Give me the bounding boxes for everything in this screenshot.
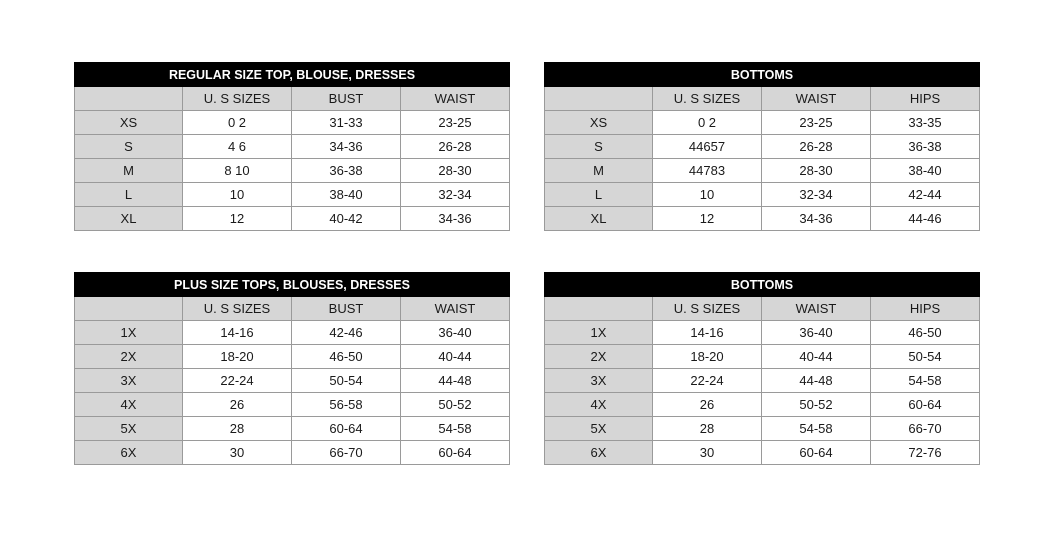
size-label-cell: 5X <box>75 417 183 441</box>
table-row <box>545 111 980 135</box>
table-title: REGULAR SIZE TOP, BLOUSE, DRESSES <box>75 63 510 87</box>
table-row <box>545 417 980 441</box>
waist-cell: 40-44 <box>762 345 871 369</box>
table-row <box>545 183 980 207</box>
waist-cell: 32-34 <box>401 183 510 207</box>
table-row <box>75 393 510 417</box>
us-size-cell: 10 <box>653 183 762 207</box>
waist-cell: 54-58 <box>762 417 871 441</box>
us-size-cell: 22-24 <box>653 369 762 393</box>
table-title: PLUS SIZE TOPS, BLOUSES, DRESSES <box>75 273 510 297</box>
size-label-cell: M <box>545 159 653 183</box>
header-row <box>545 297 980 321</box>
us-size-cell: 22-24 <box>183 369 292 393</box>
table-row <box>75 111 510 135</box>
table-row <box>75 417 510 441</box>
size-label-cell: 5X <box>545 417 653 441</box>
us-size-cell: 30 <box>653 441 762 465</box>
hips-cell: 33-35 <box>871 111 980 135</box>
regular-bottoms-size-table <box>544 62 980 231</box>
bust-cell: 60-64 <box>292 417 401 441</box>
us-size-cell: 28 <box>183 417 292 441</box>
header-cell: WAIST <box>762 297 871 321</box>
table-row <box>75 207 510 231</box>
plus-tops-size-table <box>74 272 510 465</box>
header-cell: BUST <box>292 87 401 111</box>
size-label-cell: 4X <box>75 393 183 417</box>
bust-cell: 42-46 <box>292 321 401 345</box>
bust-cell: 40-42 <box>292 207 401 231</box>
us-size-cell: 14-16 <box>653 321 762 345</box>
us-size-cell: 0 2 <box>653 111 762 135</box>
header-row <box>545 87 980 111</box>
table-row <box>545 135 980 159</box>
size-label-cell: XS <box>545 111 653 135</box>
header-cell <box>545 87 653 111</box>
waist-cell: 36-40 <box>401 321 510 345</box>
table-row <box>75 441 510 465</box>
table-row <box>75 321 510 345</box>
bust-cell: 66-70 <box>292 441 401 465</box>
header-cell: U. S SIZES <box>653 87 762 111</box>
size-label-cell: 3X <box>75 369 183 393</box>
size-label-cell: 1X <box>545 321 653 345</box>
header-cell: HIPS <box>871 87 980 111</box>
waist-cell: 34-36 <box>762 207 871 231</box>
header-cell: WAIST <box>762 87 871 111</box>
size-label-cell: XS <box>75 111 183 135</box>
waist-cell: 28-30 <box>401 159 510 183</box>
us-size-cell: 8 10 <box>183 159 292 183</box>
table-row <box>75 369 510 393</box>
table-row <box>545 207 980 231</box>
bust-cell: 56-58 <box>292 393 401 417</box>
hips-cell: 72-76 <box>871 441 980 465</box>
us-size-cell: 10 <box>183 183 292 207</box>
hips-cell: 38-40 <box>871 159 980 183</box>
waist-cell: 54-58 <box>401 417 510 441</box>
size-label-cell: 3X <box>545 369 653 393</box>
hips-cell: 44-46 <box>871 207 980 231</box>
table-row <box>75 345 510 369</box>
waist-cell: 44-48 <box>401 369 510 393</box>
size-label-cell: L <box>75 183 183 207</box>
table-row <box>545 393 980 417</box>
us-size-cell: 28 <box>653 417 762 441</box>
waist-cell: 44-48 <box>762 369 871 393</box>
us-size-cell: 14-16 <box>183 321 292 345</box>
header-row <box>75 297 510 321</box>
table-row <box>75 159 510 183</box>
table-title: BOTTOMS <box>545 273 980 297</box>
bust-cell: 50-54 <box>292 369 401 393</box>
header-cell <box>75 297 183 321</box>
header-cell: U. S SIZES <box>653 297 762 321</box>
bust-cell: 46-50 <box>292 345 401 369</box>
waist-cell: 28-30 <box>762 159 871 183</box>
waist-cell: 26-28 <box>401 135 510 159</box>
table-row <box>545 369 980 393</box>
waist-cell: 34-36 <box>401 207 510 231</box>
waist-cell: 60-64 <box>762 441 871 465</box>
us-size-cell: 12 <box>653 207 762 231</box>
size-label-cell: S <box>75 135 183 159</box>
header-cell: WAIST <box>401 87 510 111</box>
size-label-cell: 4X <box>545 393 653 417</box>
us-size-cell: 44783 <box>653 159 762 183</box>
hips-cell: 60-64 <box>871 393 980 417</box>
hips-cell: 42-44 <box>871 183 980 207</box>
hips-cell: 50-54 <box>871 345 980 369</box>
waist-cell: 50-52 <box>762 393 871 417</box>
waist-cell: 26-28 <box>762 135 871 159</box>
waist-cell: 32-34 <box>762 183 871 207</box>
header-cell <box>545 297 653 321</box>
plus-bottoms-size-table <box>544 272 980 465</box>
waist-cell: 23-25 <box>762 111 871 135</box>
us-size-cell: 0 2 <box>183 111 292 135</box>
table-row <box>75 135 510 159</box>
hips-cell: 36-38 <box>871 135 980 159</box>
size-label-cell: 2X <box>75 345 183 369</box>
bust-cell: 31-33 <box>292 111 401 135</box>
size-label-cell: 6X <box>75 441 183 465</box>
us-size-cell: 26 <box>653 393 762 417</box>
table-row <box>545 321 980 345</box>
waist-cell: 50-52 <box>401 393 510 417</box>
header-cell: U. S SIZES <box>183 87 292 111</box>
hips-cell: 66-70 <box>871 417 980 441</box>
bust-cell: 38-40 <box>292 183 401 207</box>
waist-cell: 23-25 <box>401 111 510 135</box>
size-label-cell: XL <box>545 207 653 231</box>
bust-cell: 36-38 <box>292 159 401 183</box>
header-cell: WAIST <box>401 297 510 321</box>
size-label-cell: S <box>545 135 653 159</box>
us-size-cell: 26 <box>183 393 292 417</box>
waist-cell: 36-40 <box>762 321 871 345</box>
header-cell: BUST <box>292 297 401 321</box>
size-label-cell: M <box>75 159 183 183</box>
us-size-cell: 4 6 <box>183 135 292 159</box>
header-row <box>75 87 510 111</box>
header-cell <box>75 87 183 111</box>
size-label-cell: XL <box>75 207 183 231</box>
us-size-cell: 12 <box>183 207 292 231</box>
table-title: BOTTOMS <box>545 63 980 87</box>
size-label-cell: 6X <box>545 441 653 465</box>
table-row <box>545 345 980 369</box>
size-label-cell: 1X <box>75 321 183 345</box>
waist-cell: 40-44 <box>401 345 510 369</box>
table-row <box>545 159 980 183</box>
us-size-cell: 30 <box>183 441 292 465</box>
us-size-cell: 18-20 <box>653 345 762 369</box>
table-row <box>75 183 510 207</box>
size-label-cell: L <box>545 183 653 207</box>
bust-cell: 34-36 <box>292 135 401 159</box>
us-size-cell: 44657 <box>653 135 762 159</box>
table-row <box>545 441 980 465</box>
regular-tops-size-table <box>74 62 510 231</box>
hips-cell: 46-50 <box>871 321 980 345</box>
us-size-cell: 18-20 <box>183 345 292 369</box>
size-label-cell: 2X <box>545 345 653 369</box>
hips-cell: 54-58 <box>871 369 980 393</box>
waist-cell: 60-64 <box>401 441 510 465</box>
header-cell: U. S SIZES <box>183 297 292 321</box>
header-cell: HIPS <box>871 297 980 321</box>
